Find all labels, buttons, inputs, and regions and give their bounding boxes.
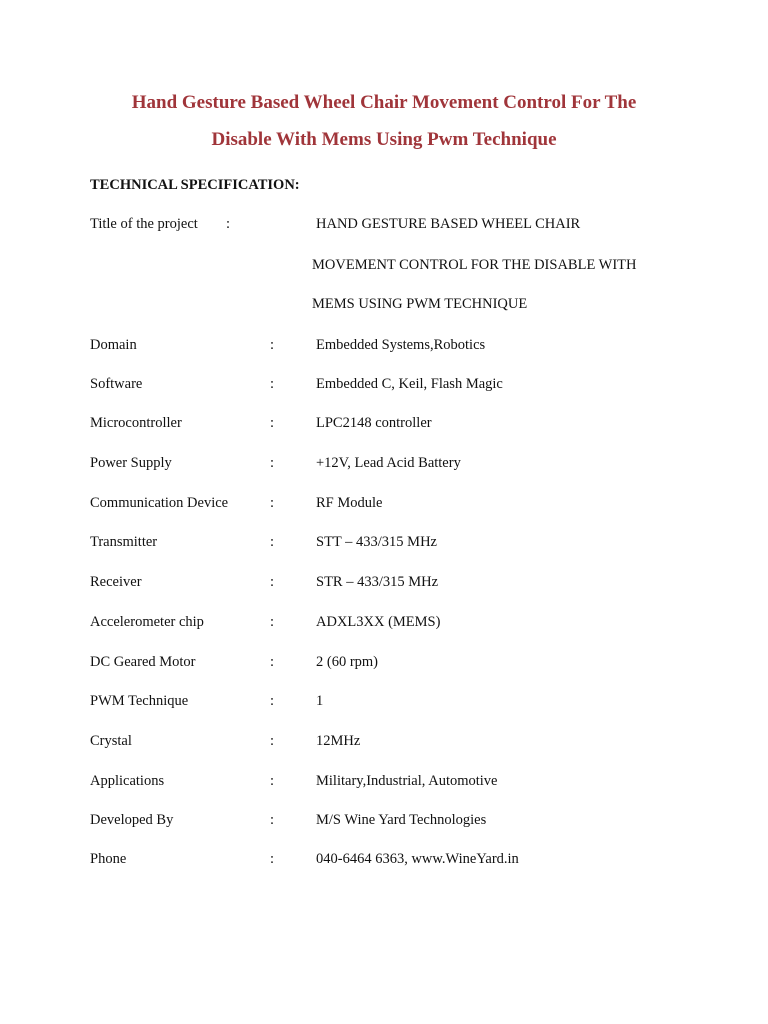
spec-row	[0, 415, 768, 437]
spec-row	[0, 773, 768, 795]
spec-label: Crystal	[90, 733, 132, 749]
spec-row	[0, 693, 768, 715]
spec-colon: :	[270, 534, 275, 550]
spec-value: 1	[316, 693, 324, 709]
spec-colon: :	[270, 337, 275, 353]
spec-label: Applications	[90, 773, 165, 789]
spec-colon: :	[270, 495, 275, 511]
spec-colon: :	[226, 216, 231, 232]
spec-value: STT – 433/315 MHz	[316, 534, 437, 550]
spec-colon: :	[270, 654, 275, 670]
spec-colon: :	[270, 733, 275, 749]
spec-colon: :	[270, 773, 275, 789]
spec-value: Embedded Systems,Robotics	[316, 337, 486, 353]
spec-value: 040-6464 6363, www.WineYard.in	[316, 851, 519, 867]
spec-label: Domain	[90, 337, 137, 353]
spec-colon: :	[270, 851, 275, 867]
spec-row-title	[0, 216, 768, 238]
spec-value: Military,Industrial, Automotive	[316, 773, 498, 789]
spec-label: DC Geared Motor	[90, 654, 196, 670]
spec-value-continuation: MEMS USING PWM TECHNIQUE	[312, 296, 528, 312]
spec-label: Transmitter	[90, 534, 158, 550]
spec-row	[0, 812, 768, 834]
spec-label: Receiver	[90, 574, 142, 590]
spec-row	[0, 455, 768, 477]
spec-row	[0, 337, 768, 359]
spec-label: Title of the project	[90, 216, 198, 232]
spec-row	[0, 614, 768, 636]
spec-value: RF Module	[316, 495, 383, 511]
spec-colon: :	[270, 693, 275, 709]
spec-colon: :	[270, 415, 275, 431]
spec-colon: :	[270, 812, 275, 828]
spec-label: Communication Device	[90, 495, 229, 511]
spec-row	[0, 733, 768, 755]
spec-value: Embedded C, Keil, Flash Magic	[316, 376, 503, 392]
spec-row	[0, 851, 768, 873]
spec-colon: :	[270, 376, 275, 392]
spec-row	[0, 495, 768, 517]
spec-value-continuation: MOVEMENT CONTROL FOR THE DISABLE WITH	[312, 257, 637, 273]
spec-label: Developed By	[90, 812, 174, 828]
document-title-line-2: Disable With Mems Using Pwm Technique	[211, 129, 557, 150]
spec-label: Microcontroller	[90, 415, 182, 431]
spec-value: LPC2148 controller	[316, 415, 432, 431]
spec-value: ADXL3XX (MEMS)	[316, 614, 441, 630]
spec-label: Phone	[90, 851, 127, 867]
spec-row	[0, 574, 768, 596]
spec-label: PWM Technique	[90, 693, 189, 709]
document-title-line-1: Hand Gesture Based Wheel Chair Movement Control For The	[131, 92, 637, 113]
spec-value: 12MHz	[316, 733, 361, 749]
spec-row	[0, 654, 768, 676]
spec-colon: :	[270, 455, 275, 471]
spec-value: 2 (60 rpm)	[316, 654, 379, 670]
spec-label: Power Supply	[90, 455, 172, 471]
spec-row	[0, 534, 768, 556]
spec-label: Accelerometer chip	[90, 614, 204, 630]
spec-value: M/S Wine Yard Technologies	[316, 812, 487, 828]
section-heading: TECHNICAL SPECIFICATION:	[90, 177, 300, 193]
spec-colon: :	[270, 614, 275, 630]
spec-value: +12V, Lead Acid Battery	[316, 455, 461, 471]
spec-label: Software	[90, 376, 143, 392]
spec-value: HAND GESTURE BASED WHEEL CHAIR	[316, 216, 581, 232]
spec-colon: :	[270, 574, 275, 590]
spec-value: STR – 433/315 MHz	[316, 574, 439, 590]
spec-row	[0, 376, 768, 398]
